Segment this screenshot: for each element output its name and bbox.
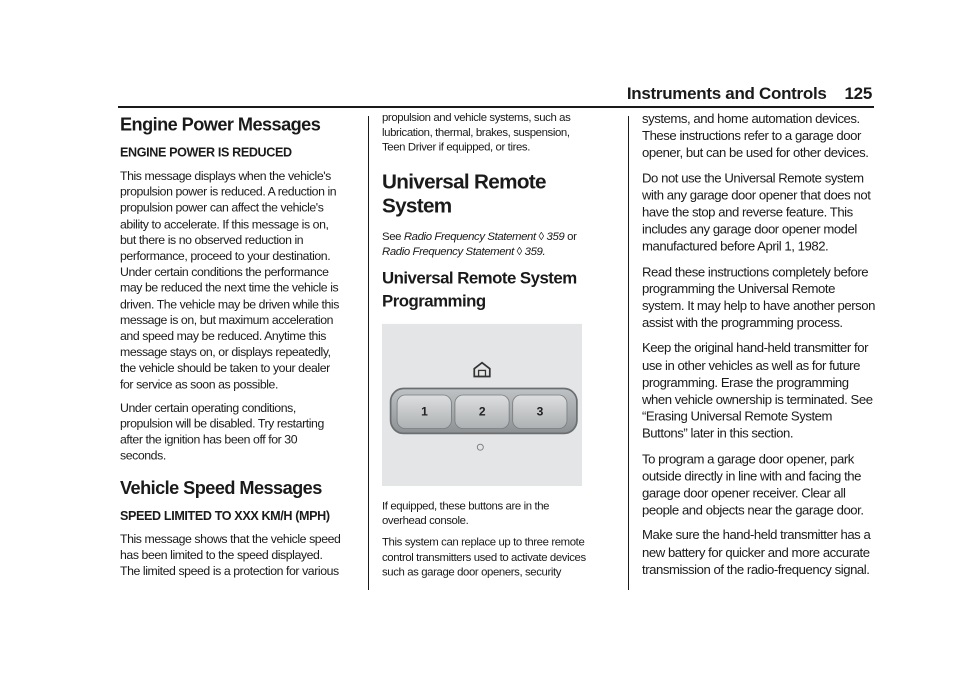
paragraph: Do not use the Universal Remote system with any garage door opener that does not have the stop and reverse feature. This includes any garage door opener model manufactured before April 1, 1982. xyxy=(642,170,871,254)
column-3 xyxy=(642,110,879,586)
paragraph: Make sure the hand-held transmitter has a new battery for quicker and more accurate transmission of the radio-frequency signal. xyxy=(642,527,871,577)
column-divider xyxy=(368,116,369,590)
column-1 xyxy=(120,110,342,586)
paragraph: Under certain operating conditions, propulsion will be disabled. Try restarting after the ignition has been off for 30 seconds. xyxy=(120,400,324,463)
button-panel xyxy=(390,388,578,435)
column-divider xyxy=(628,116,629,590)
paragraph: This message displays when the vehicle's propulsion power is reduced. A reduction in propulsion power can affect the vehicle's ability to accelerate. If this message is on, but there is no observed reduction in performance, proceed to your destination. Under certain conditions the performance may be reduced the next time the vehicle is driven. The vehicle may be driven while this message is on, but maximum acceleration and speed may be reduced. Anytime this message stays on, or displays repeatedly, the vehicle should be taken to your dealer for service as soon as possible. xyxy=(120,168,339,391)
paragraph: propulsion and vehicle systems, such as lubrication, thermal, brakes, suspension, Teen Driver if equipped, or tires. xyxy=(382,110,571,154)
subheading-speed-limited: SPEED LIMITED TO XXX KM/H (MPH) xyxy=(120,508,330,523)
remote-button-2[interactable]: 2 xyxy=(454,395,509,429)
reference-link[interactable]: Radio Frequency Statement xyxy=(382,244,514,258)
header-rule xyxy=(118,106,874,108)
indicator-light xyxy=(477,444,484,451)
paragraph: Read these instructions completely before programming the Universal Remote system. It may help to have another person assist with the programming process. xyxy=(642,263,876,331)
paragraph: To program a garage door opener, park outside directly in line with and facing the garage door opener receiver. Clear all people and objects near the garage door. xyxy=(642,451,864,518)
paragraph: This system can replace up to three remote control transmitters used to activate devices such as garage door openers, security xyxy=(382,535,586,579)
paragraph: If equipped, these buttons are in the overhead console. xyxy=(382,498,550,527)
remote-buttons-photo xyxy=(382,324,582,486)
paragraph: systems, and home automation devices. These instructions refer to a garage door opener, but can be used for other devices. xyxy=(642,110,869,161)
remote-button-1[interactable]: 1 xyxy=(397,395,452,429)
page-arrow-icon: ◊ xyxy=(538,229,544,243)
paragraph: Keep the original hand-held transmitter for use in other vehicles as well as for future programming. Erase the programming when vehicle ownership is terminated. See “Erasing Universal Remote System Buttons” later in this section. xyxy=(642,340,873,442)
column-2 xyxy=(382,110,587,586)
reference-link[interactable]: Radio Frequency Statement xyxy=(403,229,536,243)
paragraph: This message shows that the vehicle speed has been limited to the speed displayed. The limited speed is a protection for various xyxy=(120,531,341,578)
heading-engine-power-messages: Engine Power Messages xyxy=(120,114,321,136)
heading-urs-programming: Universal Remote System Programming xyxy=(382,268,577,311)
page-header xyxy=(627,84,872,104)
reference-page[interactable]: 359 xyxy=(546,229,565,243)
page-arrow-icon: ◊ xyxy=(516,244,522,258)
page-number: 125 xyxy=(844,84,872,103)
remote-button-3[interactable]: 3 xyxy=(512,395,567,429)
reference-page[interactable]: 359. xyxy=(524,244,546,258)
see-reference: See Radio Frequency Statement ◊ 359 or Radio Frequency Statement ◊ 359. xyxy=(382,229,577,258)
heading-universal-remote-system: Universal Remote System xyxy=(382,170,546,218)
subheading-engine-power-reduced: ENGINE POWER IS REDUCED xyxy=(120,145,292,160)
heading-vehicle-speed-messages: Vehicle Speed Messages xyxy=(120,477,322,499)
section-title: Instruments and Controls xyxy=(626,84,827,103)
garage-house-icon xyxy=(473,360,492,379)
